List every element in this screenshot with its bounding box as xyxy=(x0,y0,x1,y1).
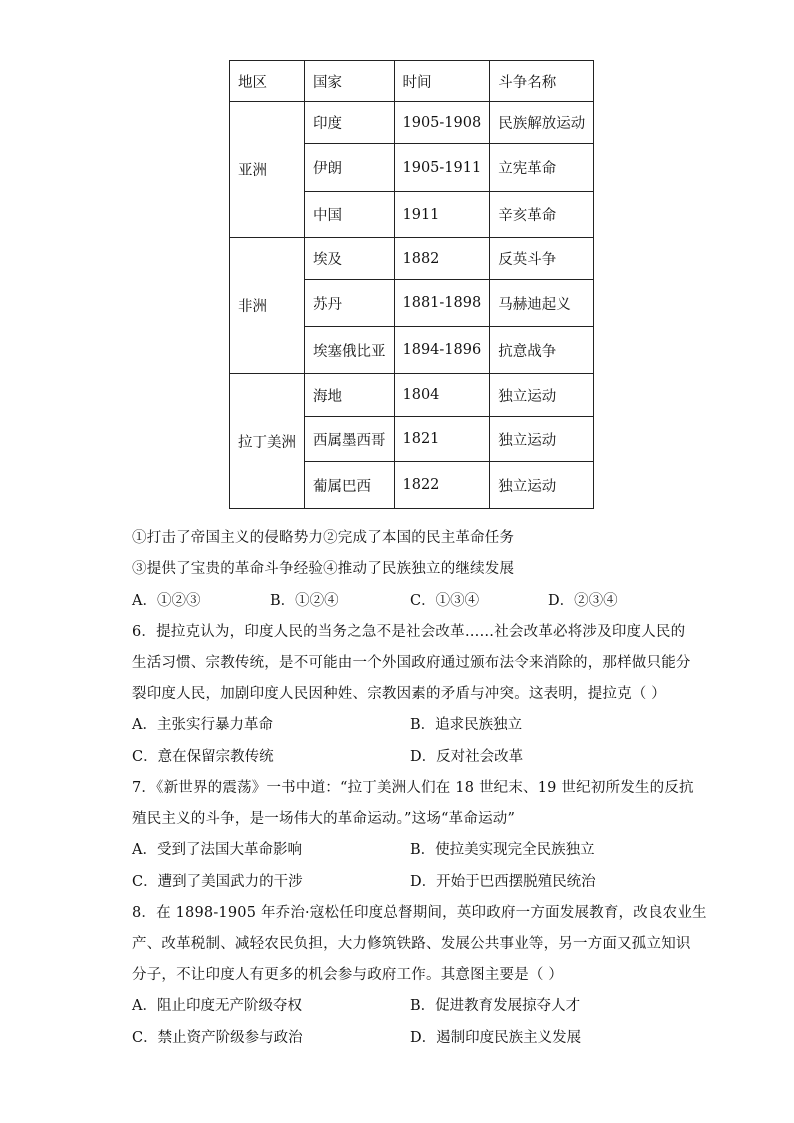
liberation-movements-table xyxy=(229,60,594,509)
q8-option-d[interactable]: D．遏制印度民族主义发展 xyxy=(410,1030,582,1046)
struggle-cell: 民族解放运动 xyxy=(490,102,594,144)
struggle-cell: 独立运动 xyxy=(490,374,594,417)
region-cell: 非洲 xyxy=(230,238,305,374)
q8-stem-line-3: 分子，不让印度人有更多的机会参与政府工作。其意图主要是（ ） xyxy=(132,967,564,983)
header-country: 国家 xyxy=(305,61,395,102)
struggle-cell: 独立运动 xyxy=(490,462,594,509)
q7-option-b[interactable]: B．使拉美实现完全民族独立 xyxy=(410,842,595,858)
region-cell: 拉丁美洲 xyxy=(230,374,305,509)
q5-option-a[interactable]: A．①②③ xyxy=(132,593,201,609)
q6-option-c[interactable]: C．意在保留宗教传统 xyxy=(132,749,274,765)
q5-statement-line-2: ③提供了宝贵的革命斗争经验④推动了民族独立的继续发展 xyxy=(132,561,515,577)
q7-stem-line-1: 7．《新世界的震荡》一书中道：“拉丁美洲人们在 18 世纪末、19 世纪初所发生的反抗 xyxy=(132,780,694,796)
q6-stem-line-3: 裂印度人民，加剧印度人民因种姓、宗教因素的矛盾与冲突。这表明，提拉克（ ） xyxy=(132,686,667,702)
q8-option-b[interactable]: B．促进教育发展掠夺人才 xyxy=(410,998,581,1014)
q5-option-b[interactable]: B．①②④ xyxy=(270,593,339,609)
time-cell: 1821 xyxy=(394,417,490,462)
q5-statement-line-1: ①打击了帝国主义的侵略势力②完成了本国的民主革命任务 xyxy=(132,530,515,546)
table-row xyxy=(230,102,594,144)
q7-option-d[interactable]: D．开始于巴西摆脱殖民统治 xyxy=(410,874,596,890)
country-cell: 海地 xyxy=(305,374,395,417)
struggle-cell: 马赫迪起义 xyxy=(490,280,594,327)
q8-stem-line-1: 8．在 1898-1905 年乔治·寇松任印度总督期间，英印政府一方面发展教育，改良农业生 xyxy=(132,905,707,921)
q6-option-b[interactable]: B．追求民族独立 xyxy=(410,717,523,733)
time-cell: 1882 xyxy=(394,238,490,280)
country-cell: 葡属巴西 xyxy=(305,462,395,509)
country-cell: 埃及 xyxy=(305,238,395,280)
header-time: 时间 xyxy=(394,61,490,102)
q7-option-c[interactable]: C．遭到了美国武力的干涉 xyxy=(132,874,303,890)
q7-option-a[interactable]: A．受到了法国大革命影响 xyxy=(132,842,302,858)
time-cell: 1822 xyxy=(394,462,490,509)
struggle-cell: 反英斗争 xyxy=(490,238,594,280)
time-cell: 1911 xyxy=(394,192,490,238)
q8-stem-line-2: 产、改革税制、减轻农民负担，大力修筑铁路、发展公共事业等，另一方面又孤立知识 xyxy=(132,936,691,952)
q6-option-a[interactable]: A．主张实行暴力革命 xyxy=(132,717,273,733)
table-header-row xyxy=(230,61,594,102)
q6-stem-line-2: 生活习惯、宗教传统，是不可能由一个外国政府通过颁布法令来消除的，那样做只能分 xyxy=(132,655,691,671)
table-row xyxy=(230,374,594,417)
q5-option-d[interactable]: D．②③④ xyxy=(548,593,618,609)
region-cell: 亚洲 xyxy=(230,102,305,238)
q6-stem-line-1: 6．提拉克认为，印度人民的当务之急不是社会改革……社会改革必将涉及印度人民的 xyxy=(132,624,686,640)
country-cell: 印度 xyxy=(305,102,395,144)
struggle-cell: 辛亥革命 xyxy=(490,192,594,238)
time-cell: 1894-1896 xyxy=(394,327,490,374)
time-cell: 1905-1911 xyxy=(394,144,490,192)
country-cell: 苏丹 xyxy=(305,280,395,327)
struggle-cell: 独立运动 xyxy=(490,417,594,462)
q6-option-d[interactable]: D．反对社会改革 xyxy=(410,749,524,765)
time-cell: 1905-1908 xyxy=(394,102,490,144)
header-region: 地区 xyxy=(230,61,305,102)
country-cell: 西属墨西哥 xyxy=(305,417,395,462)
header-struggle-name: 斗争名称 xyxy=(490,61,594,102)
country-cell: 中国 xyxy=(305,192,395,238)
struggle-cell: 立宪革命 xyxy=(490,144,594,192)
q8-option-c[interactable]: C．禁止资产阶级参与政治 xyxy=(132,1030,303,1046)
time-cell: 1881-1898 xyxy=(394,280,490,327)
q5-option-c[interactable]: C．①③④ xyxy=(410,593,480,609)
country-cell: 伊朗 xyxy=(305,144,395,192)
struggle-cell: 抗意战争 xyxy=(490,327,594,374)
time-cell: 1804 xyxy=(394,374,490,417)
q8-option-a[interactable]: A．阻止印度无产阶级夺权 xyxy=(132,998,302,1014)
country-cell: 埃塞俄比亚 xyxy=(305,327,395,374)
table-row xyxy=(230,238,594,280)
q7-stem-line-2: 殖民主义的斗争，是一场伟大的革命运动。”这场“革命运动” xyxy=(132,811,516,827)
